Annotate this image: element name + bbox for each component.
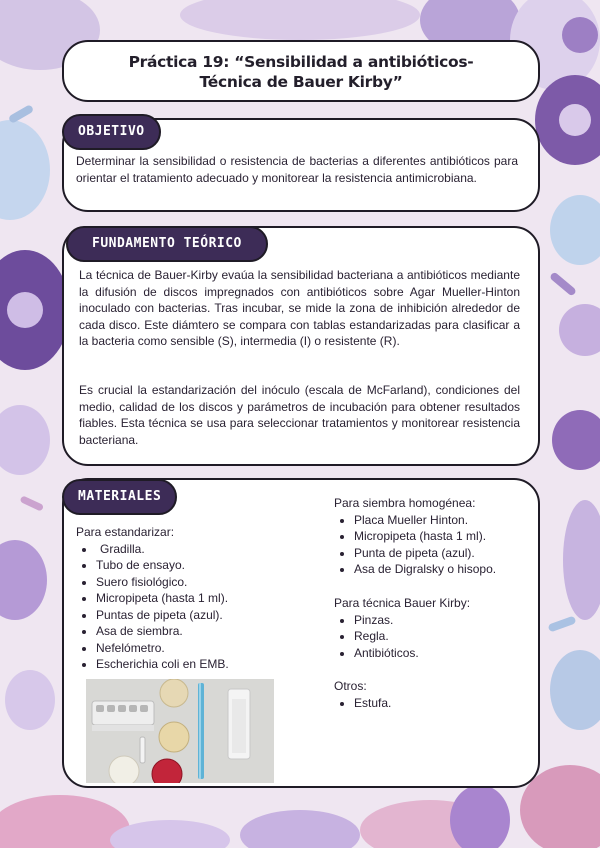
list-item: • Suero fisiológico. xyxy=(96,574,316,591)
list-item: • Nefelómetro. xyxy=(96,640,316,657)
otros-heading: Otros: xyxy=(334,679,367,693)
list-item: • Punta de pipeta (azul). xyxy=(354,545,534,562)
list-item: • Regla. xyxy=(354,628,534,645)
materiales-otros xyxy=(334,678,534,711)
title-card xyxy=(62,40,540,102)
list-item: • Placa Mueller Hinton. xyxy=(354,512,534,529)
siembra-heading: Para siembra homogénea: xyxy=(334,496,476,510)
list-item: • Gradilla. xyxy=(96,541,316,558)
list-item: • Micropipeta (hasta 1 ml). xyxy=(96,590,316,607)
fundamento-paragraph-1: La técnica de Bauer-Kirby evaúa la sensibilidad bacteriana a antibióticos mediante la difusión de discos impregnados con antibióticos sobre Agar Mueller-Hinton inoculado con bacterias. Tras incubar, se mide la zona de inhibición alrededor de cada disco. Este diámtero se compara con tablas estandarizadas para clasificar a la bacteria como sensible (S), intermedia (I) o resistente (R). xyxy=(79,268,520,348)
list-item: • Asa de Digralsky o hisopo. xyxy=(354,561,534,578)
fundamento-paragraph-2: Es crucial la estandarización del inóculo (escala de McFarland), condiciones del medio, calidad de los discos y parámetros de incubación para obtener resultados fiables. Esta técnica se usa para seleccionar tratamientos y monitorear resistencia bacteriana. xyxy=(79,383,520,447)
materiales-heading: MATERIALES xyxy=(62,479,177,515)
materials-photo xyxy=(86,679,274,783)
page-title xyxy=(64,42,538,92)
estandarizar-list xyxy=(76,541,316,673)
objetivo-heading: OBJETIVO xyxy=(62,114,161,150)
list-item: • Antibióticos. xyxy=(354,645,534,662)
materiales-bauer-kirby xyxy=(334,595,534,661)
list-item: • Micropipeta (hasta 1 ml). xyxy=(354,528,534,545)
fundamento-heading: FUNDAMENTO TEÓRICO xyxy=(66,226,268,262)
materiales-estandarizar xyxy=(76,524,316,673)
list-item: • Escherichia coli en EMB. xyxy=(96,656,316,673)
title-line-1: Práctica 19: “Sensibilidad a antibióticos- xyxy=(128,53,474,71)
list-item: • Asa de siembra. xyxy=(96,623,316,640)
list-item: • Tubo de ensayo. xyxy=(96,557,316,574)
list-item: • Pinzas. xyxy=(354,612,534,629)
otros-list xyxy=(334,695,534,712)
bauer-heading: Para técnica Bauer Kirby: xyxy=(334,596,471,610)
siembra-list xyxy=(334,512,534,578)
materiales-siembra xyxy=(334,495,534,578)
title-line-2: Técnica de Bauer Kirby” xyxy=(199,73,403,91)
objetivo-text: Determinar la sensibilidad o resistencia de bacterias a diferentes antibióticos para orientar el tratamiento adecuado y monitorear la resistencia antimicrobiana. xyxy=(76,154,518,185)
list-item: • Estufa. xyxy=(354,695,534,712)
estandarizar-heading: Para estandarizar: xyxy=(76,525,175,539)
bauer-list xyxy=(334,612,534,662)
list-item: • Puntas de pipeta (azul). xyxy=(96,607,316,624)
